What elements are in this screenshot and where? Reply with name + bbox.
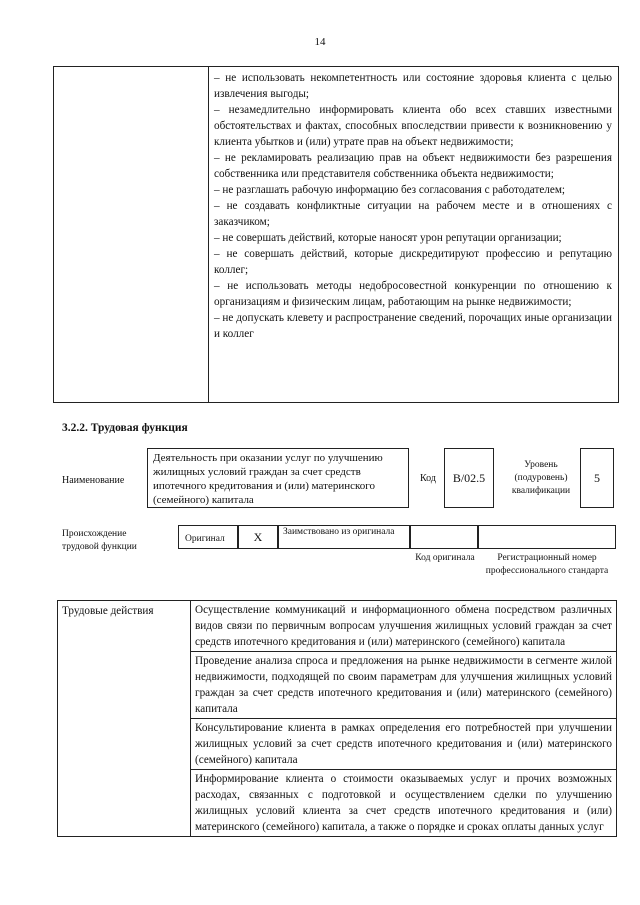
- continuation-table-left-cell: [54, 67, 209, 402]
- ethics-item: – не рекламировать реализацию прав на объект недвижимости без разрешения собственника или представителя собственника объекта недвижимости;: [214, 152, 612, 180]
- continuation-table: [53, 66, 619, 403]
- labor-actions-label: Трудовые действия: [58, 601, 191, 837]
- origin-code-cell: [410, 525, 478, 549]
- name-label: Наименование: [62, 475, 125, 486]
- ethics-item: – не использовать методы недобросовестной конкуренции по отношению к организациям и физическим лицам, работающим на рынке недвижимости;: [214, 280, 612, 308]
- labor-actions-table: [57, 600, 617, 837]
- level-label: Уровень (подуровень) квалификации: [511, 460, 571, 496]
- ethics-item: – незамедлительно информировать клиента обо всех ставших известными обстоятельствах и фактах, способных впоследствии привести к возникновению у клиента убытков и (или) утрате прав на объект недвижимости;: [214, 104, 612, 148]
- level-box: 5: [580, 448, 614, 508]
- reg-number-cell: [478, 525, 616, 549]
- origin-label: Происхождение трудовой функции: [62, 529, 137, 552]
- labor-action-row: Осуществление коммуникаций и информационного обмена посредством различных видов связи по первичным вопросам улучшения жилищных условий граждан за счет средств ипотечного кредитования и (или) материнского (семейного) капитала: [191, 601, 617, 652]
- code-label: Код: [420, 473, 436, 484]
- continuation-table-right-cell: [214, 70, 612, 342]
- labor-action-row: Проведение анализа спроса и предложения на рынке недвижимости в сегменте жилой недвижимости, подходящей по своим параметрам для улучшения жилищных условий граждан за счет средств ипотечного кредитования и (или) материнского (семейного) капитала: [191, 652, 617, 719]
- reg-number-label: Регистрационный номер профессионального стандарта: [485, 553, 609, 576]
- labor-action-row: Консультирование клиента в рамках определения его потребностей при улучшении жилищных условий за счет средств ипотечного кредитования и (или) материнского (семейного) капитала: [191, 719, 617, 770]
- origin-code-label: Код оригинала: [415, 553, 475, 563]
- labor-action-row: Информирование клиента о стоимости оказываемых услуг и прочих возможных расходах, связанных с подготовкой и осуществлением сделки по улучшению жилищных условий клиента за счет средств ипотечного кредитования и (или) материнского (семейного) капитала, а также о порядке и сроках оплаты данных услуг: [191, 770, 617, 837]
- ethics-item: – не совершать действий, которые дискредитируют профессию и репутацию коллег;: [214, 248, 612, 276]
- original-mark-cell: X: [238, 525, 278, 549]
- ethics-item: – не разглашать рабочую информацию без согласования с работодателем;: [214, 184, 566, 196]
- borrowed-cell: Заимствовано из оригинала: [278, 525, 410, 549]
- page-number: 14: [314, 36, 326, 48]
- ethics-item: – не допускать клевету и распространение сведений, порочащих иные организации и коллег: [214, 312, 612, 340]
- function-name-box: Деятельность при оказании услуг по улучшению жилищных условий граждан за счет средств ипотечного кредитования и (или) материнского (семейного) капитала: [147, 448, 409, 508]
- original-cell: Оригинал: [178, 525, 238, 549]
- section-title: 3.2.2. Трудовая функция: [62, 422, 188, 434]
- function-code-box: B/02.5: [444, 448, 494, 508]
- ethics-item: – не использовать некомпетентность или состояние здоровья клиента с целью извлечения выгоды;: [214, 72, 612, 100]
- ethics-item: – не создавать конфликтные ситуации на рабочем месте и в отношениях с заказчиком;: [214, 200, 612, 228]
- ethics-item: – не совершать действий, которые наносят урон репутации организации;: [214, 232, 562, 244]
